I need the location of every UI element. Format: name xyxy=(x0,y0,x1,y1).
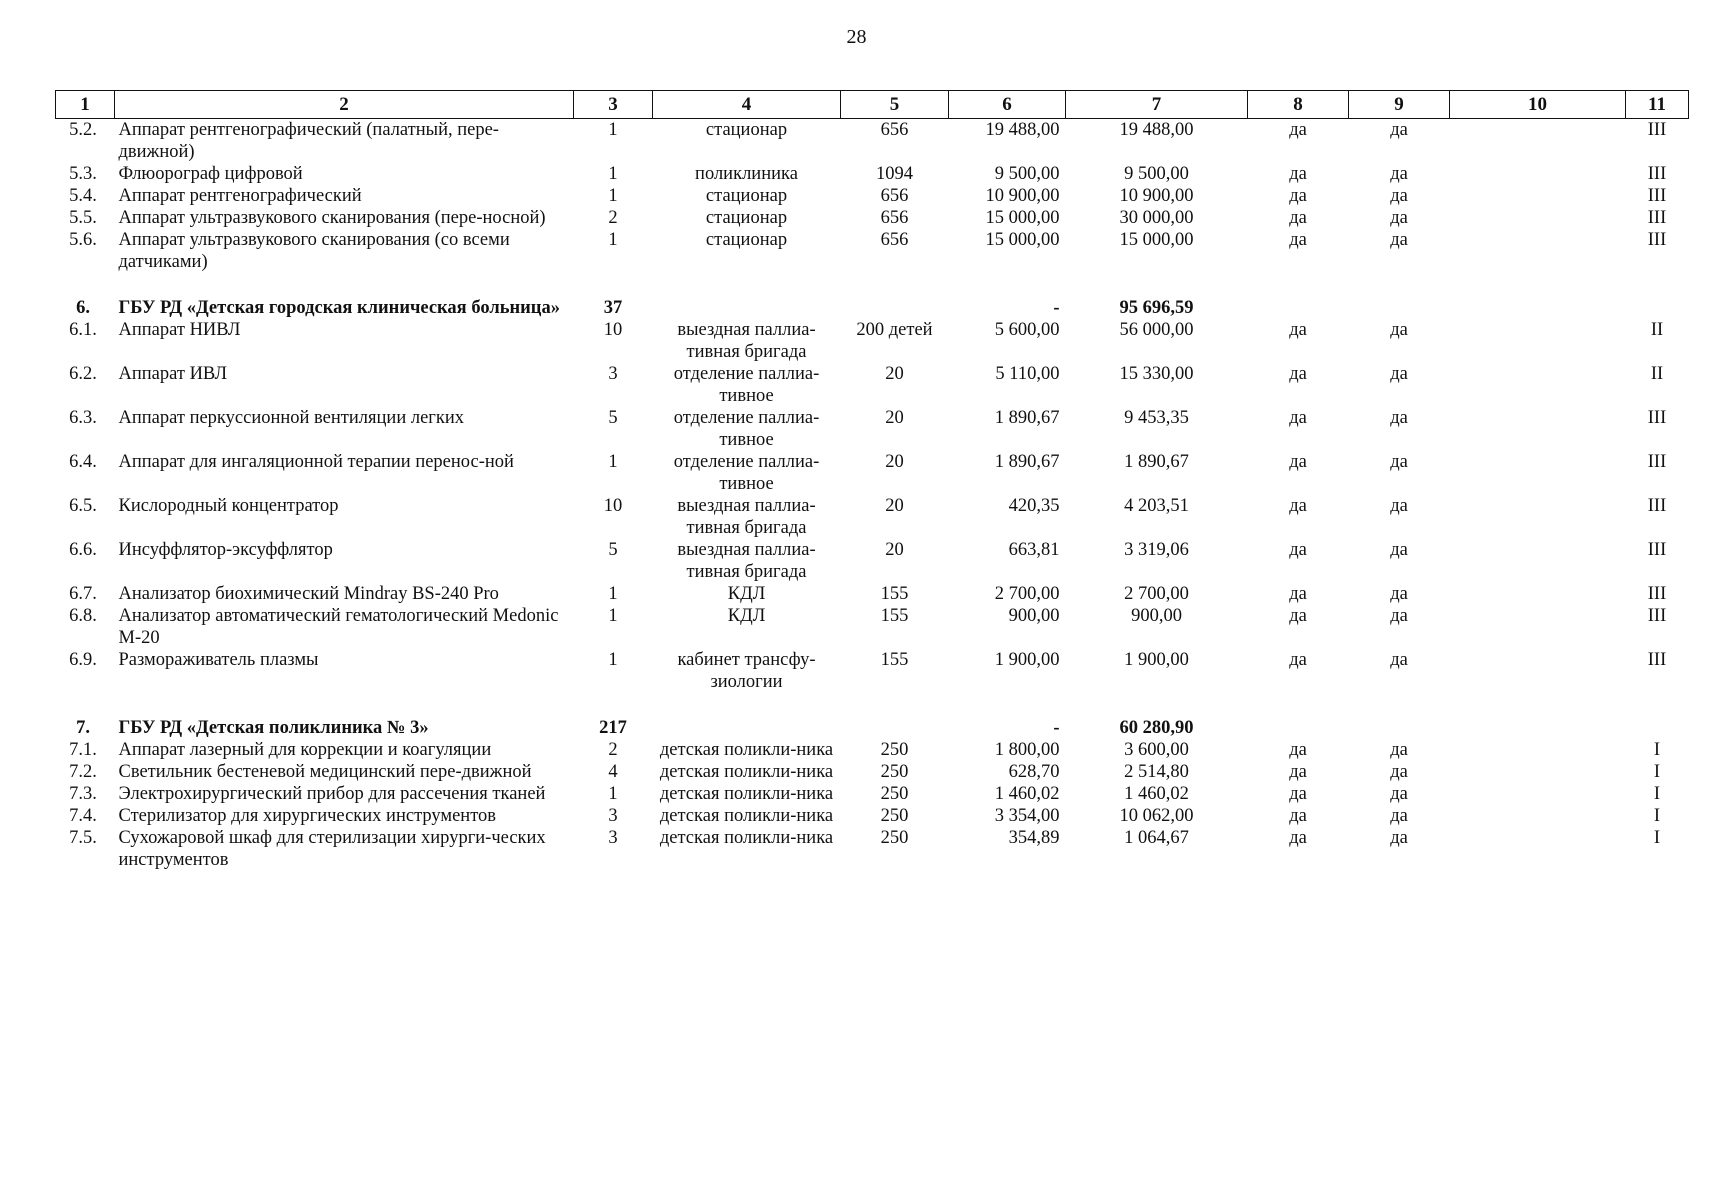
table-row xyxy=(56,185,1689,207)
row-number: 6.4. xyxy=(69,452,97,472)
flag-column-8: да xyxy=(1289,650,1307,670)
row-number: 5.5. xyxy=(69,208,97,228)
class-value: II xyxy=(1650,364,1664,384)
patient-count: 656 xyxy=(880,208,909,228)
quantity: 10 xyxy=(603,320,623,340)
class-value: III xyxy=(1647,186,1667,206)
patient-count: 656 xyxy=(880,186,909,206)
patient-count: 656 xyxy=(880,230,909,250)
location: выездная паллиа-тивная бригада xyxy=(677,540,816,582)
quantity: 2 xyxy=(608,740,618,760)
column-header: 6 xyxy=(949,91,1066,119)
equipment-name: Аппарат ИВЛ xyxy=(118,364,228,384)
table-row xyxy=(56,319,1689,363)
table-row xyxy=(56,827,1689,871)
flag-column-9: да xyxy=(1390,364,1408,384)
column-10-value xyxy=(1450,207,1626,229)
flag-column-9: да xyxy=(1390,806,1408,826)
flag-column-9: да xyxy=(1390,584,1408,604)
patient-count: 20 xyxy=(885,364,904,384)
quantity: 4 xyxy=(608,762,618,782)
column-header: 9 xyxy=(1349,91,1450,119)
flag-column-9: да xyxy=(1390,762,1408,782)
location: КДЛ xyxy=(727,606,766,626)
flag-column-9: да xyxy=(1390,320,1408,340)
location: детская поликли-ника xyxy=(659,806,834,826)
equipment-name: Размораживатель плазмы xyxy=(118,650,319,670)
total-cost: 56 000,00 xyxy=(1119,320,1194,340)
equipment-name: ГБУ РД «Детская городская клиническая больница» xyxy=(118,298,560,318)
table-row xyxy=(56,163,1689,185)
class-value: III xyxy=(1647,408,1667,428)
table-row xyxy=(56,495,1689,539)
flag-column-8: да xyxy=(1289,784,1307,804)
location: детская поликли-ника xyxy=(659,762,834,782)
column-header: 5 xyxy=(841,91,949,119)
row-number: 6.9. xyxy=(69,650,97,670)
equipment-name: Аппарат перкуссионной вентиляции легких xyxy=(118,408,465,428)
table-row xyxy=(56,739,1689,761)
total-cost: 3 319,06 xyxy=(1124,540,1189,560)
quantity: 1 xyxy=(608,164,618,184)
column-10-value xyxy=(1450,451,1626,495)
patient-count: 1094 xyxy=(876,164,913,184)
unit-price: 2 700,00 xyxy=(994,584,1060,604)
flag-column-8: да xyxy=(1289,584,1307,604)
class-value: III xyxy=(1647,584,1667,604)
column-header: 3 xyxy=(574,91,653,119)
location: стационар xyxy=(705,186,788,206)
unit-price: 1 460,02 xyxy=(994,784,1060,804)
unit-price: 354,89 xyxy=(1008,828,1060,848)
quantity: 2 xyxy=(608,208,618,228)
quantity: 1 xyxy=(608,120,618,140)
patient-count: 250 xyxy=(880,740,909,760)
quantity: 3 xyxy=(608,364,618,384)
unit-price: 3 354,00 xyxy=(994,806,1060,826)
location: отделение паллиа-тивное xyxy=(673,452,820,494)
patient-count: 20 xyxy=(885,496,904,516)
quantity: 5 xyxy=(608,408,618,428)
flag-column-8: да xyxy=(1289,806,1307,826)
flag-column-8: да xyxy=(1289,408,1307,428)
location: стационар xyxy=(705,208,788,228)
table-row xyxy=(56,583,1689,605)
equipment-name: Аппарат рентгенографический xyxy=(118,186,362,206)
row-number: 7.4. xyxy=(69,806,97,826)
patient-count: 20 xyxy=(885,408,904,428)
table-row xyxy=(56,539,1689,583)
total-cost: 95 696,59 xyxy=(1119,298,1194,318)
unit-price: 900,00 xyxy=(1008,606,1060,626)
table-row xyxy=(56,451,1689,495)
location: КДЛ xyxy=(727,584,766,604)
flag-column-9: да xyxy=(1390,230,1408,250)
equipment-name: Сухожаровой шкаф для стерилизации хирурги-ческих инструментов xyxy=(118,828,546,870)
class-value: III xyxy=(1647,452,1667,472)
unit-price: 10 900,00 xyxy=(985,186,1060,206)
location: стационар xyxy=(705,120,788,140)
total-cost: 9 500,00 xyxy=(1124,164,1189,184)
total-cost: 10 900,00 xyxy=(1119,186,1194,206)
quantity: 1 xyxy=(608,230,618,250)
column-header: 7 xyxy=(1066,91,1248,119)
quantity: 37 xyxy=(603,298,623,318)
group-row xyxy=(56,693,1689,739)
class-value xyxy=(1626,273,1689,319)
equipment-name: Электрохирургический прибор для рассечения тканей xyxy=(118,784,546,804)
column-10-value xyxy=(1450,539,1626,583)
location xyxy=(653,273,841,319)
total-cost: 1 064,67 xyxy=(1124,828,1189,848)
flag-column-8: да xyxy=(1289,740,1307,760)
row-number: 6.8. xyxy=(69,606,97,626)
column-header: 11 xyxy=(1626,91,1689,119)
flag-column-9: да xyxy=(1390,208,1408,228)
column-10-value xyxy=(1450,273,1626,319)
patient-count: 250 xyxy=(880,762,909,782)
row-number: 6.3. xyxy=(69,408,97,428)
flag-column-9: да xyxy=(1390,740,1408,760)
equipment-name: Кислородный концентратор xyxy=(118,496,339,516)
row-number: 6.2. xyxy=(69,364,97,384)
flag-column-9: да xyxy=(1390,408,1408,428)
row-number: 6. xyxy=(76,298,90,318)
group-row xyxy=(56,273,1689,319)
class-value: III xyxy=(1647,540,1667,560)
row-number: 7.3. xyxy=(69,784,97,804)
equipment-table-body xyxy=(56,119,1689,872)
table-row xyxy=(56,407,1689,451)
equipment-name: Флюорограф цифровой xyxy=(118,164,303,184)
table-row xyxy=(56,229,1689,273)
location: отделение паллиа-тивное xyxy=(673,364,820,406)
unit-price: 1 800,00 xyxy=(994,740,1060,760)
quantity: 1 xyxy=(608,606,618,626)
class-value: III xyxy=(1647,650,1667,670)
unit-price: 9 500,00 xyxy=(994,164,1060,184)
quantity: 217 xyxy=(599,718,627,738)
flag-column-9: да xyxy=(1390,828,1408,848)
total-cost: 15 330,00 xyxy=(1119,364,1194,384)
flag-column-9: да xyxy=(1390,606,1408,626)
location: выездная паллиа-тивная бригада xyxy=(677,320,816,362)
location: поликлиника xyxy=(695,164,798,184)
column-10-value xyxy=(1450,163,1626,185)
unit-price: 1 900,00 xyxy=(994,650,1060,670)
total-cost: 3 600,00 xyxy=(1124,740,1189,760)
equipment-table xyxy=(55,90,1689,871)
table-row xyxy=(56,363,1689,407)
total-cost: 19 488,00 xyxy=(1119,120,1194,140)
table-row xyxy=(56,605,1689,649)
location: детская поликли-ника xyxy=(659,784,834,804)
total-cost: 1 460,02 xyxy=(1124,784,1189,804)
class-value: I xyxy=(1653,828,1661,848)
equipment-name: Аппарат лазерный для коррекции и коагуляции xyxy=(118,740,492,760)
flag-column-8: да xyxy=(1289,164,1307,184)
class-value: III xyxy=(1647,164,1667,184)
flag-column-9 xyxy=(1349,693,1450,739)
patient-count: 155 xyxy=(880,650,909,670)
equipment-name: Аппарат ультразвукового сканирования (пере-носной) xyxy=(118,208,546,228)
column-header: 1 xyxy=(56,91,115,119)
quantity: 1 xyxy=(608,584,618,604)
column-10-value xyxy=(1450,185,1626,207)
quantity: 1 xyxy=(608,650,618,670)
column-10-value xyxy=(1450,827,1626,871)
total-cost: 30 000,00 xyxy=(1119,208,1194,228)
patient-count: 250 xyxy=(880,828,909,848)
column-10-value xyxy=(1450,761,1626,783)
total-cost: 900,00 xyxy=(1131,606,1182,626)
unit-price: 5 600,00 xyxy=(994,320,1060,340)
quantity: 1 xyxy=(608,186,618,206)
total-cost: 10 062,00 xyxy=(1119,806,1194,826)
quantity: 1 xyxy=(608,452,618,472)
column-10-value xyxy=(1450,363,1626,407)
column-10-value xyxy=(1450,649,1626,693)
column-10-value xyxy=(1450,739,1626,761)
flag-column-8: да xyxy=(1289,606,1307,626)
location: детская поликли-ника xyxy=(659,828,834,848)
flag-column-9: да xyxy=(1390,496,1408,516)
class-value: III xyxy=(1647,230,1667,250)
location: детская поликли-ника xyxy=(659,740,834,760)
quantity: 3 xyxy=(608,828,618,848)
table-row xyxy=(56,783,1689,805)
flag-column-9: да xyxy=(1390,120,1408,140)
patient-count: 250 xyxy=(880,784,909,804)
class-value: III xyxy=(1647,120,1667,140)
row-number: 5.6. xyxy=(69,230,97,250)
unit-price: 1 890,67 xyxy=(994,408,1060,428)
total-cost: 1 900,00 xyxy=(1124,650,1189,670)
table-row xyxy=(56,805,1689,827)
class-value xyxy=(1626,693,1689,739)
location xyxy=(653,693,841,739)
equipment-name: Анализатор биохимический Mindray BS-240 Pro xyxy=(118,584,499,604)
class-value: III xyxy=(1647,496,1667,516)
total-cost: 60 280,90 xyxy=(1119,718,1194,738)
equipment-name: Инсуффлятор-эксуффлятор xyxy=(118,540,333,560)
total-cost: 15 000,00 xyxy=(1119,230,1194,250)
equipment-name: Аппарат ультразвукового сканирования (со всеми датчиками) xyxy=(118,230,510,272)
unit-price: 19 488,00 xyxy=(985,120,1060,140)
equipment-name: Аппарат для ингаляционной терапии перенос-ной xyxy=(118,452,514,472)
quantity: 10 xyxy=(603,496,623,516)
unit-price: - xyxy=(1053,718,1060,738)
flag-column-8: да xyxy=(1289,540,1307,560)
flag-column-9: да xyxy=(1390,784,1408,804)
total-cost: 2 514,80 xyxy=(1124,762,1189,782)
table-row xyxy=(56,761,1689,783)
total-cost: 9 453,35 xyxy=(1124,408,1189,428)
flag-column-8 xyxy=(1248,273,1349,319)
flag-column-8: да xyxy=(1289,496,1307,516)
column-header: 10 xyxy=(1450,91,1626,119)
row-number: 6.1. xyxy=(69,320,97,340)
flag-column-8: да xyxy=(1289,120,1307,140)
equipment-name: Светильник бестеневой медицинский пере-движной xyxy=(118,762,532,782)
table-row xyxy=(56,119,1689,164)
unit-price: 5 110,00 xyxy=(995,364,1060,384)
row-number: 7.5. xyxy=(69,828,97,848)
total-cost: 4 203,51 xyxy=(1124,496,1189,516)
flag-column-8: да xyxy=(1289,452,1307,472)
row-number: 5.3. xyxy=(69,164,97,184)
unit-price: 15 000,00 xyxy=(985,208,1060,228)
column-10-value xyxy=(1450,605,1626,649)
row-number: 7.2. xyxy=(69,762,97,782)
flag-column-9: да xyxy=(1390,650,1408,670)
equipment-name: ГБУ РД «Детская поликлиника № 3» xyxy=(118,718,429,738)
patient-count: 155 xyxy=(880,584,909,604)
class-value: I xyxy=(1653,806,1661,826)
column-header: 8 xyxy=(1248,91,1349,119)
flag-column-8: да xyxy=(1289,208,1307,228)
patient-count: 155 xyxy=(880,606,909,626)
column-10-value xyxy=(1450,319,1626,363)
flag-column-8: да xyxy=(1289,828,1307,848)
row-number: 6.7. xyxy=(69,584,97,604)
row-number: 6.5. xyxy=(69,496,97,516)
equipment-name: Стерилизатор для хирургических инструментов xyxy=(118,806,497,826)
column-header: 4 xyxy=(653,91,841,119)
class-value: I xyxy=(1653,784,1661,804)
flag-column-9: да xyxy=(1390,186,1408,206)
patient-count xyxy=(841,273,949,319)
unit-price: 628,70 xyxy=(1008,762,1060,782)
column-10-value xyxy=(1450,119,1626,164)
patient-count: 20 xyxy=(885,540,904,560)
column-10-value xyxy=(1450,229,1626,273)
unit-price: - xyxy=(1053,298,1060,318)
quantity: 5 xyxy=(608,540,618,560)
row-number: 6.6. xyxy=(69,540,97,560)
total-cost: 1 890,67 xyxy=(1124,452,1189,472)
quantity: 1 xyxy=(608,784,618,804)
row-number: 5.2. xyxy=(69,120,97,140)
flag-column-8: да xyxy=(1289,186,1307,206)
location: стационар xyxy=(705,230,788,250)
table-row xyxy=(56,649,1689,693)
column-10-value xyxy=(1450,495,1626,539)
patient-count: 200 детей xyxy=(856,320,933,340)
patient-count: 656 xyxy=(880,120,909,140)
flag-column-9 xyxy=(1349,273,1450,319)
patient-count: 250 xyxy=(880,806,909,826)
flag-column-8: да xyxy=(1289,762,1307,782)
quantity: 3 xyxy=(608,806,618,826)
column-10-value xyxy=(1450,583,1626,605)
unit-price: 420,35 xyxy=(1008,496,1060,516)
class-value: I xyxy=(1653,762,1661,782)
flag-column-8: да xyxy=(1289,230,1307,250)
flag-column-9: да xyxy=(1390,452,1408,472)
flag-column-8: да xyxy=(1289,320,1307,340)
location: кабинет трансфу-зиологии xyxy=(677,650,816,692)
equipment-name: Аппарат рентгенографический (палатный, пере-движной) xyxy=(118,120,499,162)
column-header: 2 xyxy=(115,91,574,119)
flag-column-9: да xyxy=(1390,540,1408,560)
column-number-header-row xyxy=(56,91,1689,119)
location: отделение паллиа-тивное xyxy=(673,408,820,450)
flag-column-9: да xyxy=(1390,164,1408,184)
unit-price: 1 890,67 xyxy=(994,452,1060,472)
patient-count xyxy=(841,693,949,739)
class-value: II xyxy=(1650,320,1664,340)
location: выездная паллиа-тивная бригада xyxy=(677,496,816,538)
column-10-value xyxy=(1450,693,1626,739)
class-value: I xyxy=(1653,740,1661,760)
unit-price: 663,81 xyxy=(1008,540,1060,560)
page-number: 28 xyxy=(846,26,867,48)
row-number: 5.4. xyxy=(69,186,97,206)
equipment-name: Анализатор автоматический гематологический Medonic M-20 xyxy=(118,606,559,648)
total-cost: 2 700,00 xyxy=(1124,584,1189,604)
class-value: III xyxy=(1647,606,1667,626)
flag-column-8: да xyxy=(1289,364,1307,384)
equipment-table-sheet xyxy=(55,90,1667,871)
row-number: 7. xyxy=(76,718,90,738)
column-10-value xyxy=(1450,783,1626,805)
class-value: III xyxy=(1647,208,1667,228)
row-number: 7.1. xyxy=(69,740,97,760)
patient-count: 20 xyxy=(885,452,904,472)
column-10-value xyxy=(1450,407,1626,451)
unit-price: 15 000,00 xyxy=(985,230,1060,250)
flag-column-8 xyxy=(1248,693,1349,739)
table-row xyxy=(56,207,1689,229)
column-10-value xyxy=(1450,805,1626,827)
equipment-name: Аппарат НИВЛ xyxy=(118,320,241,340)
